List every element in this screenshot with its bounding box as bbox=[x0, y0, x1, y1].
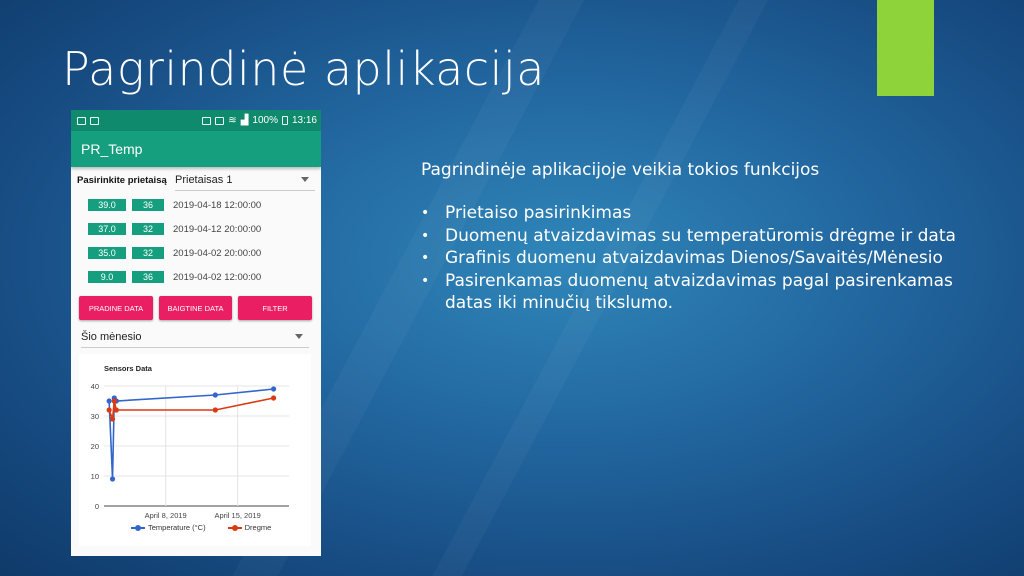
legend-label: Temperature (°C) bbox=[148, 523, 206, 532]
slide-title: Pagrindinė aplikacija bbox=[62, 42, 545, 96]
reading-date: 2019-04-18 12:00:00 bbox=[173, 199, 262, 211]
status-bar bbox=[71, 110, 321, 131]
data-point bbox=[114, 407, 119, 412]
lock-icon bbox=[202, 117, 211, 125]
reading-date: 2019-04-12 20:00:00 bbox=[173, 223, 262, 235]
feature-item: • Prietaiso pasirinkimas bbox=[421, 202, 981, 225]
legend-label: Dregme bbox=[244, 523, 272, 532]
readings-list[interactable] bbox=[71, 193, 321, 289]
y-tick-label: 20 bbox=[90, 442, 99, 451]
reading-date: 2019-04-02 12:00:00 bbox=[173, 271, 262, 283]
reading-date: 2019-04-02 20:00:00 bbox=[173, 247, 262, 259]
device-dropdown[interactable] bbox=[175, 169, 315, 191]
legend-item-temperature bbox=[131, 523, 206, 532]
humidity-chip: 36 bbox=[132, 271, 164, 283]
feature-item: • Pasirenkamas duomenų atvaizdavimas pagal pasirenkamas datas iki minučių tikslumo. bbox=[421, 270, 981, 315]
list-item[interactable] bbox=[88, 193, 321, 217]
accent-bar bbox=[877, 0, 934, 96]
temperature-chip: 37.0 bbox=[88, 223, 126, 235]
intro-text: Pagrindinėje aplikacijoje veikia tokios funkcijos bbox=[421, 160, 820, 180]
legend-item-humidity bbox=[228, 523, 272, 532]
filter-button[interactable]: FILTER bbox=[238, 296, 312, 320]
date-filter-buttons bbox=[79, 296, 312, 320]
app-title: PR_Temp bbox=[81, 141, 143, 157]
period-dropdown-value: Šio mėnesio bbox=[81, 330, 142, 343]
data-point bbox=[213, 407, 218, 412]
clock: 13:16 bbox=[291, 115, 317, 126]
x-tick-label: April 8, 2019 bbox=[144, 511, 187, 520]
data-point bbox=[107, 407, 112, 412]
humidity-chip: 32 bbox=[132, 223, 164, 235]
device-selector-row bbox=[71, 167, 321, 193]
data-point bbox=[271, 395, 276, 400]
battery-level: 100% bbox=[252, 115, 278, 126]
wifi-icon: ≋ bbox=[228, 115, 237, 126]
data-point bbox=[112, 398, 117, 403]
period-dropdown[interactable] bbox=[81, 326, 309, 348]
start-date-button[interactable]: PRADINE DATA bbox=[79, 296, 153, 320]
data-point bbox=[213, 392, 218, 397]
device-selector-label: Pasirinkite prietaisą bbox=[77, 174, 167, 186]
dropdown-arrow-icon bbox=[301, 177, 309, 182]
chart-legend bbox=[131, 523, 271, 532]
y-tick-label: 10 bbox=[90, 472, 99, 481]
signal-icon: ▟ bbox=[240, 115, 249, 126]
x-tick-label: April 15, 2019 bbox=[214, 511, 261, 520]
data-point bbox=[110, 416, 115, 421]
phone-screenshot bbox=[71, 110, 321, 556]
chart-title: Sensors Data bbox=[104, 364, 152, 373]
alarm-icon bbox=[215, 117, 224, 125]
y-tick-label: 40 bbox=[90, 382, 99, 391]
data-point bbox=[107, 398, 112, 403]
list-item[interactable] bbox=[88, 265, 321, 289]
y-tick-label: 0 bbox=[94, 502, 99, 511]
notification-icon bbox=[90, 117, 99, 125]
temperature-chip: 35.0 bbox=[88, 247, 126, 259]
data-point bbox=[110, 476, 115, 481]
feature-item: • Duomenų atvaizdavimas su temperatūromis drėgme ir data bbox=[421, 225, 981, 248]
y-tick-label: 30 bbox=[90, 412, 99, 421]
feature-list bbox=[421, 202, 981, 315]
list-item[interactable] bbox=[88, 217, 321, 241]
humidity-chip: 32 bbox=[132, 247, 164, 259]
end-date-button[interactable]: BAIGTINE DATA bbox=[159, 296, 232, 320]
list-item[interactable] bbox=[88, 241, 321, 265]
app-bar bbox=[71, 131, 321, 167]
gallery-icon bbox=[77, 117, 86, 125]
temperature-chip: 39.0 bbox=[88, 199, 126, 211]
temperature-chip: 9.0 bbox=[88, 271, 126, 283]
feature-item: • Grafinis duomenu atvaizdavimas Dienos/Savaitės/Mėnesio bbox=[421, 247, 981, 270]
data-point bbox=[271, 386, 276, 391]
battery-icon bbox=[282, 116, 288, 125]
chart-canvas bbox=[79, 354, 311, 546]
device-dropdown-value: Prietaisas 1 bbox=[175, 173, 233, 186]
sensors-chart bbox=[79, 354, 311, 546]
humidity-chip: 36 bbox=[132, 199, 164, 211]
dropdown-arrow-icon bbox=[295, 334, 303, 339]
